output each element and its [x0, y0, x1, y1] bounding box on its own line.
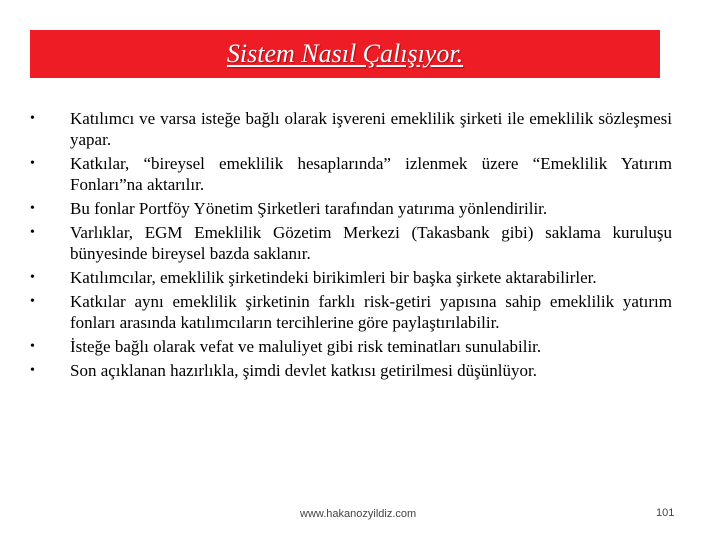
- bullet-item: [30, 108, 672, 150]
- bullet-item: [30, 336, 672, 357]
- bullet-text: Katılımcı ve varsa isteğe bağlı olarak işvereni emeklilik şirketi ile emeklilik sözleşmesi yapar.: [70, 109, 672, 149]
- bullet-text: Katkılar aynı emeklilik şirketinin farklı risk-getiri yapısına sahip emeklilik yatırım fonları arasında katılımcıların tercihlerine göre paylaştırılabilir.: [70, 292, 672, 332]
- bullet-icon: •: [30, 294, 35, 309]
- page-number: 101: [656, 507, 675, 519]
- bullet-list: [30, 108, 672, 384]
- bullet-icon: •: [30, 225, 35, 240]
- bullet-text: İsteğe bağlı olarak vefat ve maluliyet gibi risk teminatları sunulabilir.: [70, 337, 542, 356]
- footer-website: www.hakanozyildiz.com: [300, 508, 417, 520]
- bullet-icon: •: [30, 270, 35, 285]
- bullet-text: Son açıklanan hazırlıkla, şimdi devlet katkısı getirilmesi düşünlüyor.: [70, 361, 537, 380]
- bullet-text: Bu fonlar Portföy Yönetim Şirketleri tarafından yatırıma yönlendirilir.: [70, 199, 548, 218]
- bullet-item: [30, 153, 672, 195]
- bullet-icon: •: [30, 339, 35, 354]
- bullet-item: [30, 198, 672, 219]
- bullet-icon: •: [30, 363, 35, 378]
- bullet-icon: •: [30, 111, 35, 126]
- bullet-text: Katılımcılar, emeklilik şirketindeki birikimleri bir başka şirkete aktarabilirler.: [70, 268, 597, 287]
- bullet-text: Varlıklar, EGM Emeklilik Gözetim Merkezi (Takasbank gibi) saklama kuruluşu bünyesinde bireysel bazda saklanır.: [70, 223, 672, 263]
- title-banner: [30, 30, 660, 78]
- bullet-item: [30, 291, 672, 333]
- bullet-icon: •: [30, 156, 35, 171]
- bullet-item: [30, 360, 672, 381]
- bullet-text: Katkılar, “bireysel emeklilik hesaplarında” izlenmek üzere “Emeklilik Yatırım Fonları”na aktarılır.: [70, 154, 672, 194]
- bullet-item: [30, 222, 672, 264]
- bullet-icon: •: [30, 201, 35, 216]
- slide-title: Sistem Nasıl Çalışıyor.: [226, 39, 464, 68]
- bullet-item: [30, 267, 672, 288]
